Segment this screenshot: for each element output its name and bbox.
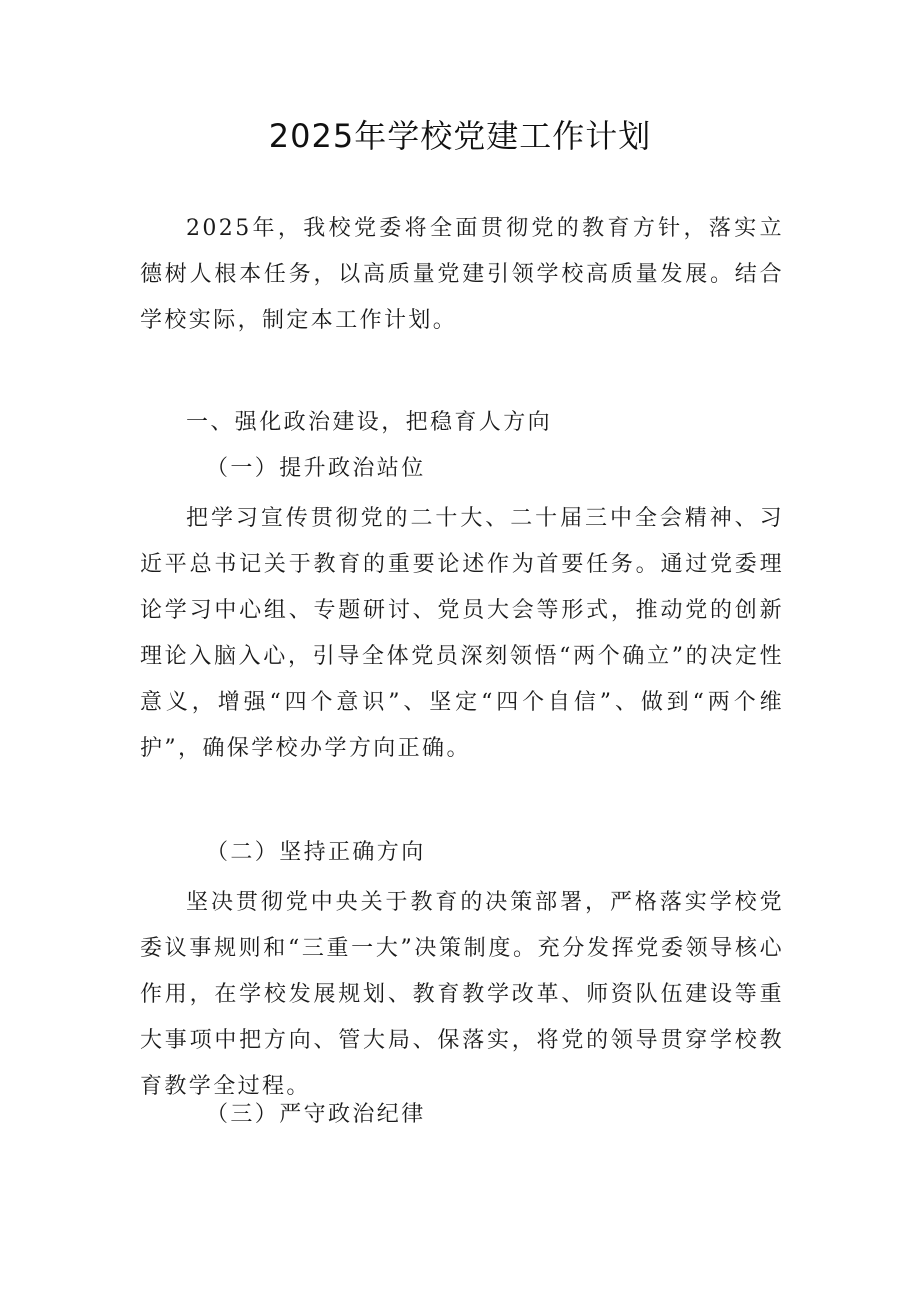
subsection-1-heading: （一）提升政治站位 bbox=[206, 456, 426, 481]
section-1-heading: 一、强化政治建设，把稳育人方向 bbox=[186, 410, 553, 435]
subsection-3-heading: （三）严守政治纪律 bbox=[206, 1102, 426, 1127]
document-title: 2025年学校党建工作计划 bbox=[268, 117, 652, 155]
intro-paragraph: 2025年，我校党委将全面贯彻党的教育方针，落实立德树人根本任务，以高质量党建引领学校高质量发展。结合学校实际，制定本工作计划。 bbox=[140, 216, 784, 333]
subsection-1-paragraph: 把学习宣传贯彻党的二十大、二十届三中全会精神、习近平总书记关于教育的重要论述作为首要任务。通过党委理论学习中心组、专题研讨、党员大会等形式，推动党的创新理论入脑入心，引导全体党员深刻领悟“两个确立”的决定性意义，增强“四个意识”、坚定“四个自信”、做到“两个维护”，确保学校办学方向正确。 bbox=[140, 506, 784, 761]
subsection-2-paragraph: 坚决贯彻党中央关于教育的决策部署，严格落实学校党委议事规则和“三重一大”决策制度。充分发挥党委领导核心作用，在学校发展规划、教育教学改革、师资队伍建设等重大事项中把方向、管大局、保落实，将党的领导贯穿学校教育教学全过程。 bbox=[140, 890, 784, 1099]
subsection-2-heading: （二）坚持正确方向 bbox=[206, 840, 426, 865]
